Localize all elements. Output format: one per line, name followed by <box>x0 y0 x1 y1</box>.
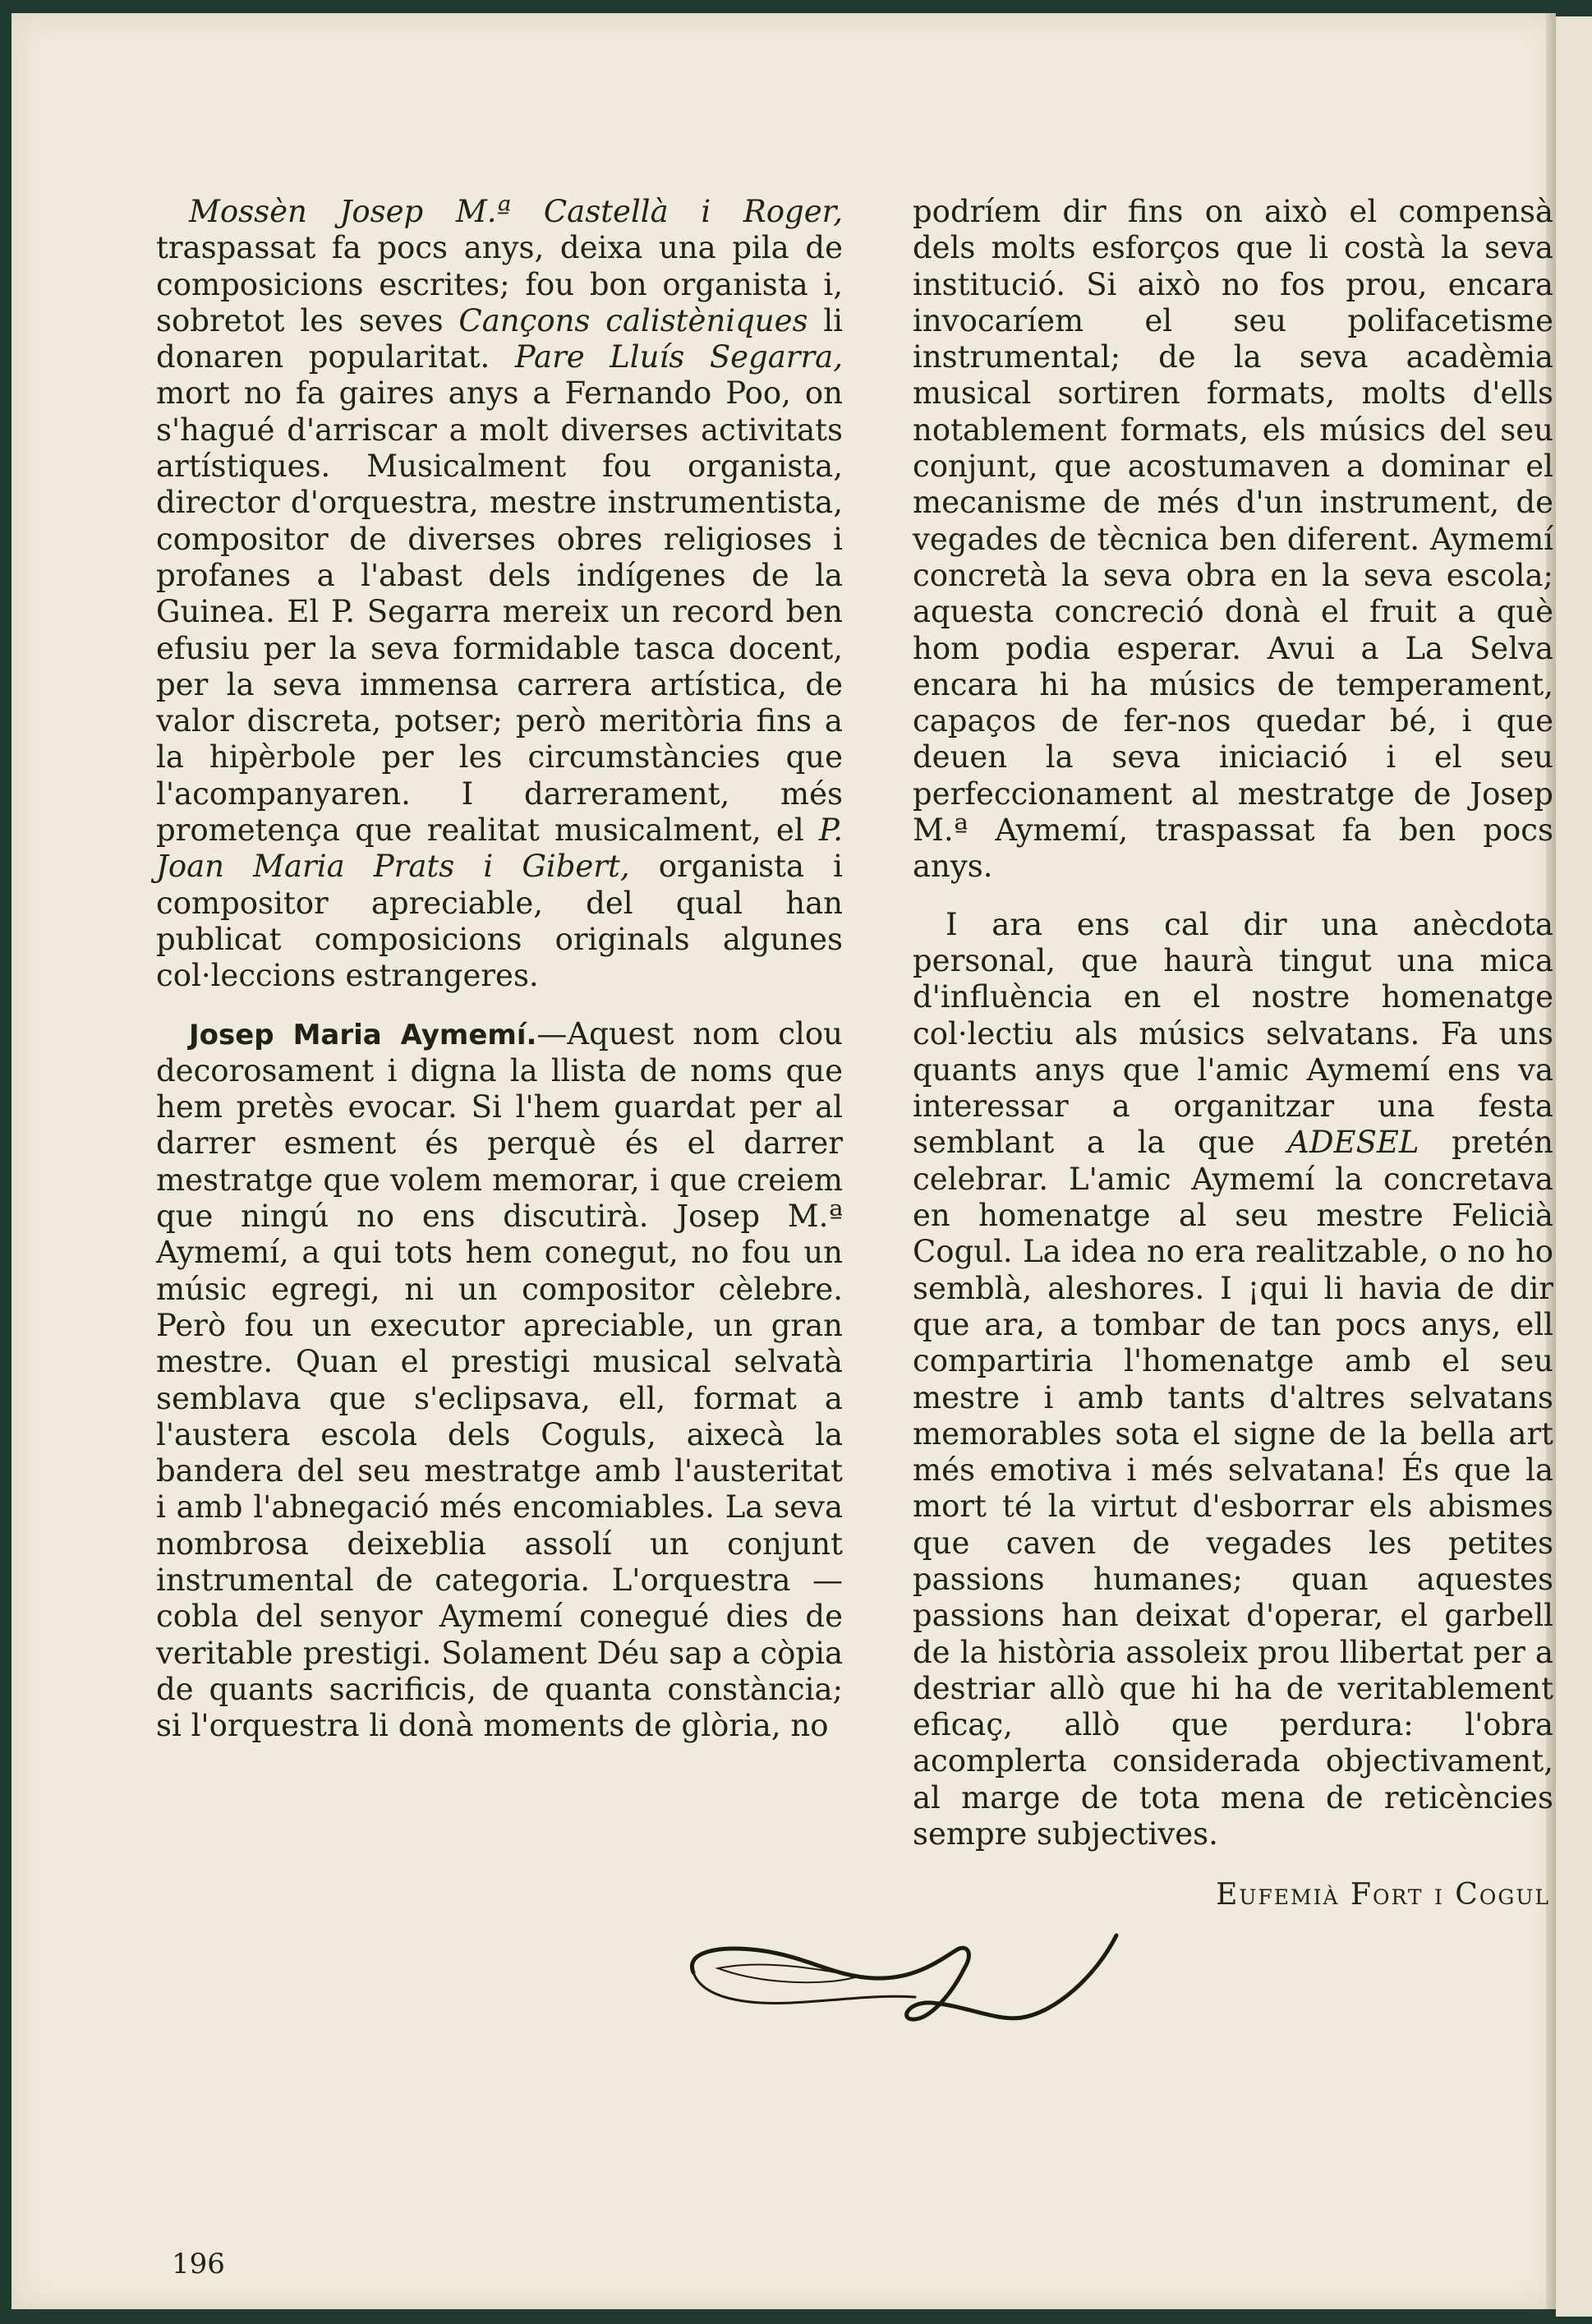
paragraph-continuation: podríem dir fins on això el compensà dels molts esforços que li costà la seva institució. Si això no fos prou, encara invocaríem el seu polifacetisme instrumental; de la seva acadèmia musical sortiren formats, molts d'ells notablement formats, els músics del seu conjunt, que acostumaven a dominar el mecanisme de més d'un instrument, de vegades de tècnica ben diferent. Aymemí concretà la seva obra en la seva escola; aquesta concreció donà el fruit a què hom podia esperar. Avui a La Selva encara hi ha músics de temperament, capaços de fer-nos quedar bé, i que deuen la seva iniciació i el seu perfeccionament al mestratge de Josep M.ª Aymemí, traspassat fa ben pocs anys. <box>913 194 1553 885</box>
name-castella: Mossèn Josep M.ª Castellà i Roger, <box>189 194 843 229</box>
right-column <box>913 194 1553 1914</box>
magazine-page <box>12 13 1556 2309</box>
paragraph-anecdote <box>913 907 1553 1853</box>
text-span: traspassat fa pocs anys, deixa una pila de composicions escrites; fou bon organista i, sobretot les seves <box>156 230 843 338</box>
adjacent-page-edge <box>1556 16 1592 2317</box>
text-span: pretén celebrar. L'amic Aymemí la concretava en homenatge al seu mestre Felicià Cogul. La idea no era realitzable, o no ho semblà, aleshores. I ¡qui li havia de dir que ara, a tombar de tan pocs anys, ell compartiria l'homenatge amb el seu mestre i amb tants d'altres selvatans memorables sota el signe de la bella art més emotiva i més selvatana! És que la mort té la virtut d'esborrar els abismes que caven de vegades les petites passions humanes; quan aquestes passions han deixat d'operar, el garbell de la història assoleix prou llibertat per a destriar allò que hi ha de veritablement eficaç, allò que perdura: l'obra acomplerta considerada objectivament, al marge de tota mena de reticències sempre subjectives. <box>913 1125 1553 1852</box>
name-prats: P. Joan Maria Prats i Gibert, <box>156 812 843 885</box>
text-span: li donaren popularitat. <box>156 302 844 375</box>
page-number: 196 <box>172 2248 225 2280</box>
text-span: mort no fa gaires anys a Fernando Poo, on s'hagué d'arriscar a molt diverses activitats artístiques. Musicalment fou organista, director d'orquestra, mestre instrumentista, compositor de diverses obres religioses i profanes a l'abast dels indígenes de la Guinea. El P. Segarra mereix un record ben efusiu per la seva formidable tasca docent, per la seva immensa carrera artística, de valor discreta, potser; però meritòria fins a la hipèrbole per les circumstàncies que l'acompanyaren. I darrerament, més prometença que realitat musicalment, el <box>156 375 843 849</box>
org-adesel: ADESEL <box>1287 1125 1419 1161</box>
name-segarra: Pare Lluís Segarra, <box>514 339 843 375</box>
text-span: I ara ens cal dir una anècdota personal, que haurà tingut una mica d'influència en el nostre homenatge col·lectiu als músics selvatans. Fa uns quants anys que l'amic Aymemí ens va interessar a organitzar una festa semblant a la que <box>913 906 1553 1161</box>
paragraph-castella-segarra-prats <box>156 194 843 995</box>
paragraph-aymemi <box>156 1016 843 1745</box>
decorative-flourish-icon <box>669 1927 1129 2050</box>
author-signature: Eufemià Fort i Cogul <box>1216 1878 1550 1912</box>
section-heading-aymemi: Josep Maria Aymemí. <box>189 1018 537 1052</box>
title-cancons: Cançons calistèniques <box>458 302 808 338</box>
left-column <box>156 194 843 1765</box>
text-span: organista i compositor apreciable, del qual han publicat composicions originals algunes col·leccions estrangeres. <box>156 849 843 994</box>
text-span: —Aquest nom clou decorosament i digna la llista de noms que hem pretès evocar. Si l'hem guardat per al darrer esment és perquè és el darrer mestratge que volem memorar, i que creiem que ningú no ens discutirà. Josep M.ª Aymemí, a qui tots hem conegut, no fou un músic egregi, ni un compositor cèlebre. Però fou un executor apreciable, un gran mestre. Quan el prestigi musical selvatà semblava que s'eclipsava, ell, format a l'austera escola dels Coguls, aixecà la bandera del seu mestratge amb l'austeritat i amb l'abnegació més encomiables. La seva nombrosa deixeblia assolí un conjunt instrumental de categoria. L'orquestra —cobla del senyor Aymemí conegué dies de veritable prestigi. Solament Déu sap a còpia de quants sacrificis, de quanta constància; si l'orquestra li donà moments de glòria, no <box>156 1015 843 1744</box>
